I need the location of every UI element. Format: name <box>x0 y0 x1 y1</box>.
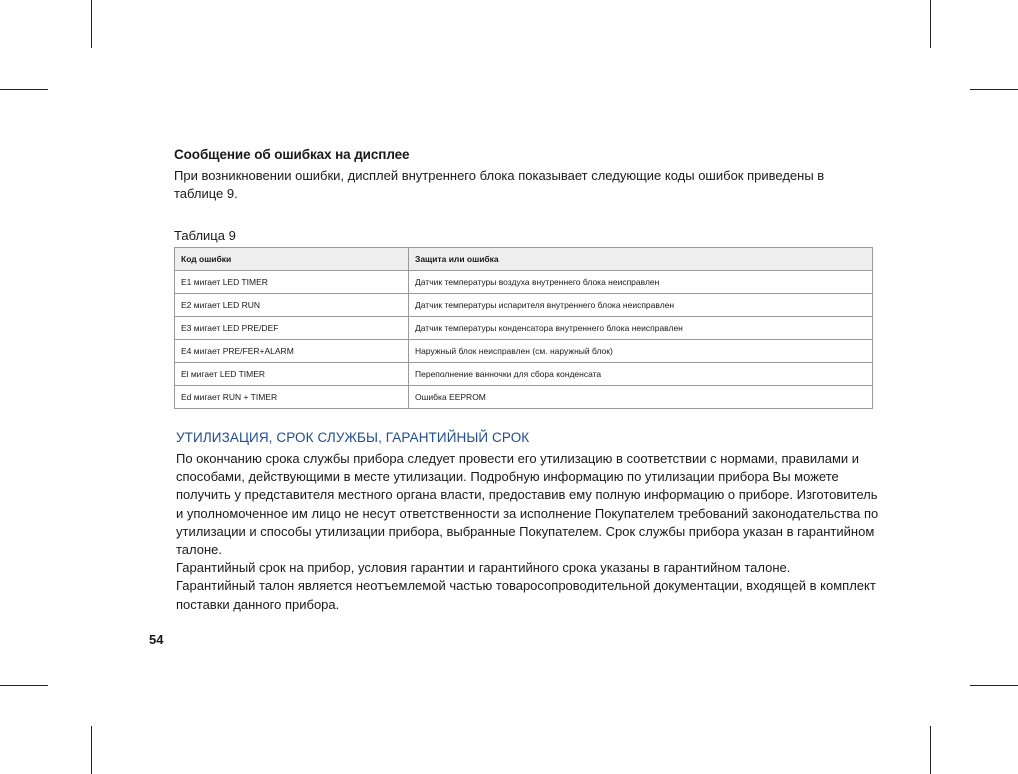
table-row <box>175 340 873 363</box>
column-header-description: Защита или ошибка <box>409 248 873 271</box>
table-row <box>175 294 873 317</box>
error-code-cell: E1 мигает LED TIMER <box>175 271 409 294</box>
error-code-cell: El мигает LED TIMER <box>175 363 409 386</box>
table-row <box>175 271 873 294</box>
error-description-cell: Переполнение ванночки для сбора конденсата <box>409 363 873 386</box>
paragraph-disposal: По окончанию срока службы прибора следует провести его утилизацию в соответствии с нормами, правилами и способами, действующими в месте утилизации. Подробную информацию по утилизации прибора Вы можете получить у представителя местного органа власти, предоставив ему полную информацию о приборе. Изготовитель и уполномоченное им лицо не несут ответственности за исполнение Покупателем требований законодательства по утилизации и способы утилизации прибора, выбранные Покупателем. Срок службы прибора указан в гарантийном талоне. <box>176 451 879 558</box>
table-header-row <box>175 248 873 271</box>
table-row <box>175 317 873 340</box>
paragraph-warranty-card: Гарантийный талон является неотъемлемой частью товаросопроводительной документации, входящей в комплект поставки данного прибора. <box>176 578 876 612</box>
section-title-disposal: УТИЛИЗАЦИЯ, СРОК СЛУЖБЫ, ГАРАНТИЙНЫЙ СРОК <box>176 430 530 445</box>
error-description-cell: Датчик температуры конденсатора внутреннего блока неисправлен <box>409 317 873 340</box>
error-code-cell: E2 мигает LED RUN <box>175 294 409 317</box>
crop-mark <box>970 685 1018 686</box>
error-code-cell: E4 мигает PRE/FER+ALARM <box>175 340 409 363</box>
table-caption: Таблица 9 <box>174 228 236 243</box>
error-description-cell: Наружный блок неисправлен (см. наружный блок) <box>409 340 873 363</box>
intro-paragraph: При возникновении ошибки, дисплей внутреннего блока показывает следующие коды ошибок приведены в таблице 9. <box>174 168 825 201</box>
error-description-cell: Ошибка EEPROM <box>409 386 873 409</box>
error-code-cell: E3 мигает LED PRE/DEF <box>175 317 409 340</box>
crop-mark <box>0 89 48 90</box>
section-heading-display-errors: Сообщение об ошибках на дисплее <box>174 147 410 162</box>
page-number: 54 <box>149 632 164 647</box>
error-description-cell: Датчик температуры воздуха внутреннего блока неисправлен <box>409 271 873 294</box>
crop-mark <box>0 685 48 686</box>
column-header-code: Код ошибки <box>175 248 409 271</box>
crop-mark <box>930 0 931 48</box>
paragraph-warranty-period: Гарантийный срок на прибор, условия гарантии и гарантийного срока указаны в гарантийном талоне. <box>176 560 791 576</box>
table-row <box>175 363 873 386</box>
table-row <box>175 386 873 409</box>
crop-mark <box>970 89 1018 90</box>
crop-mark <box>930 726 931 774</box>
section-body-disposal <box>176 450 881 614</box>
error-codes-table <box>174 247 873 409</box>
error-description-cell: Датчик температуры испарителя внутреннего блока неисправлен <box>409 294 873 317</box>
crop-mark <box>91 0 92 48</box>
error-code-cell: Ed мигает RUN + TIMER <box>175 386 409 409</box>
crop-mark <box>91 726 92 774</box>
